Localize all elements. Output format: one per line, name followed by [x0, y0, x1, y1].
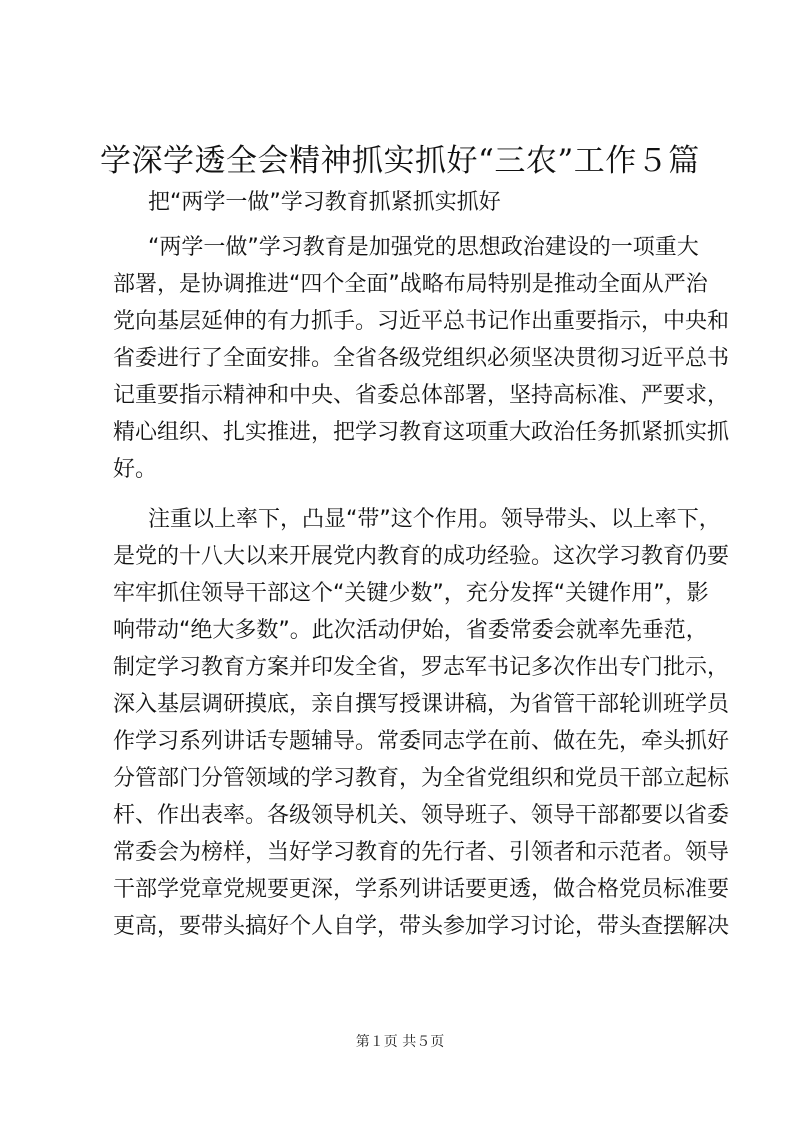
- paragraph-line: 记重要指示精神和中央、省委总体部署，坚持高标准、严要求，: [113, 383, 730, 408]
- paragraph-line: 好。: [113, 457, 158, 482]
- paragraph-line: 更高，要带头搞好个人自学，带头参加学习讨论，带头查摆解决: [113, 914, 730, 939]
- document-title: 学深学透全会精神抓实抓好“三农”工作５篇: [100, 143, 700, 179]
- paragraph-line: 注重以上率下，凸显“带”这个作用。领导带头、以上率下，: [148, 507, 721, 532]
- paragraph-line: 党向基层延伸的有力抓手。习近平总书记作出重要指示，中央和: [113, 309, 730, 334]
- paragraph-line: 常委会为榜样，当好学习教育的先行者、引领者和示范者。领导: [113, 840, 730, 865]
- page-footer: 第１页 共５页: [355, 1034, 445, 1050]
- paragraph-line: 作学习系列讲话专题辅导。常委同志学在前、做在先，牵头抓好: [113, 729, 730, 754]
- paragraph-line: 干部学党章党规要更深，学系列讲话要更透，做合格党员标准要: [113, 877, 730, 902]
- paragraph-line: 省委进行了全面安排。全省各级党组织必须坚决贯彻习近平总书: [113, 346, 730, 371]
- paragraph-line: 精心组织、扎实推进，把学习教育这项重大政治任务抓紧抓实抓: [113, 420, 730, 445]
- paragraph-line: 部署，是协调推进“四个全面”战略布局特别是推动全面从严治: [113, 272, 708, 297]
- paragraph-line: 响带动“绝大多数”。此次活动伊始，省委常委会就率先垂范，: [113, 618, 708, 643]
- paragraph-line: “两学一做”学习教育是加强党的思想政治建设的一项重大: [148, 235, 699, 260]
- subtitle-line: 把“两学一做”学习教育抓紧抓实抓好: [148, 190, 501, 215]
- paragraph-line: 是党的十八大以来开展党内教育的成功经验。这次学习教育仍要: [113, 544, 730, 569]
- paragraph-line: 深入基层调研摸底，亲自撰写授课讲稿，为省管干部轮训班学员: [113, 692, 730, 717]
- paragraph-line: 牢牢抓住领导干部这个“关键少数”，充分发挥“关键作用”，影: [113, 581, 709, 606]
- paragraph-line: 分管部门分管领域的学习教育，为全省党组织和党员干部立起标: [113, 766, 730, 791]
- paragraph-line: 杆、作出表率。各级领导机关、领导班子、领导干部都要以省委: [113, 803, 730, 828]
- paragraph-line: 制定学习教育方案并印发全省，罗志军书记多次作出专门批示，: [113, 655, 730, 680]
